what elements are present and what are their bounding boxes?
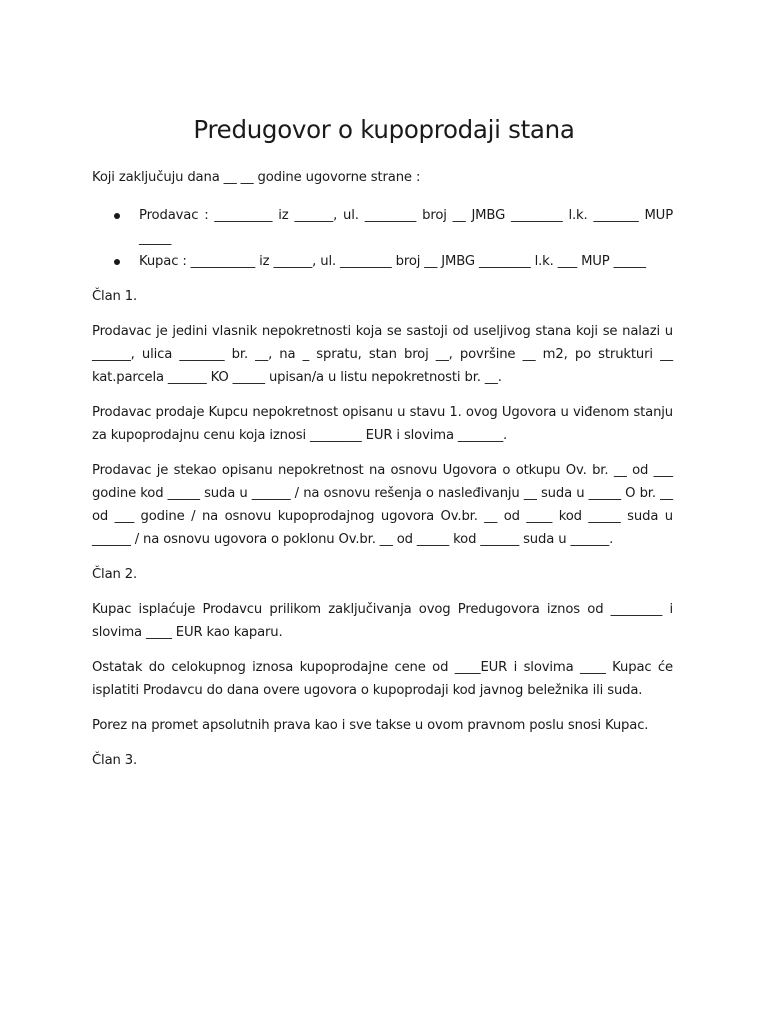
party-seller-text: Prodavac : _________ iz ______, ul. ________ broj __ JMBG ________ l.k. _______ MUP _____ — [139, 208, 673, 246]
article-1-paragraph: Prodavac prodaje Kupcu nepokretnost opisanu u stavu 1. ovog Ugovora u viđenom stanju za kupoprodajnu cenu koja iznosi ________ EUR i slovima _______. — [92, 405, 673, 443]
party-buyer-text: Kupac : __________ iz ______, ul. ________ broj __ JMBG ________ l.k. ___ MUP _____ — [139, 254, 646, 269]
article-1-paragraph: Prodavac je stekao opisanu nepokretnost na osnovu Ugovora o otkupu Ov. br. __ od ___ godine kod _____ suda u ______ / na osnovu rešenja o nasleđivanju __ suda u _____ O br. __ od ___ godine / na osnovu kupoprodajnog ugovora Ov.br. __ od ____ kod _____ suda u ______ / na osnovu ugovora o poklonu Ov.br. __ od _____ kod ______ suda u ______. — [92, 463, 673, 547]
article-1-paragraph: Prodavac je jedini vlasnik nepokretnosti koja se sastoji od useljivog stana koji se nalazi u ______, ulica _______ br. __, na _ spratu, stan broj __, površine __ m2, po strukturi __ kat.parcela ______ KO _____ upisan/a u listu nepokretnosti br. __. — [92, 324, 673, 385]
bullet-icon — [114, 259, 120, 265]
party-seller — [139, 204, 673, 250]
article-1-heading: Član 1. — [92, 289, 138, 304]
party-buyer — [139, 250, 673, 273]
parties-list — [92, 204, 673, 273]
intro-paragraph: Koji zaključuju dana __ __ godine ugovorne strane : — [92, 170, 421, 185]
document-title: Predugovor o kupoprodaji stana — [193, 115, 575, 144]
article-2-heading: Član 2. — [92, 567, 138, 582]
article-2-paragraph: Ostatak do celokupnog iznosa kupoprodajne cene od ____EUR i slovima ____ Kupac će isplatiti Prodavcu do dana overe ugovora o kupoprodaji kod javnog beležnika ili suda. — [92, 660, 673, 698]
document-body — [92, 166, 673, 784]
article-2-paragraph: Kupac isplaćuje Prodavcu prilikom zaključivanja ovog Predugovora iznos od ________ i slovima ____ EUR kao kaparu. — [92, 602, 673, 640]
article-2-paragraph: Porez na promet apsolutnih prava kao i sve takse u ovom pravnom poslu snosi Kupac. — [92, 718, 649, 733]
bullet-icon — [114, 213, 120, 219]
article-3-heading: Član 3. — [92, 753, 138, 768]
